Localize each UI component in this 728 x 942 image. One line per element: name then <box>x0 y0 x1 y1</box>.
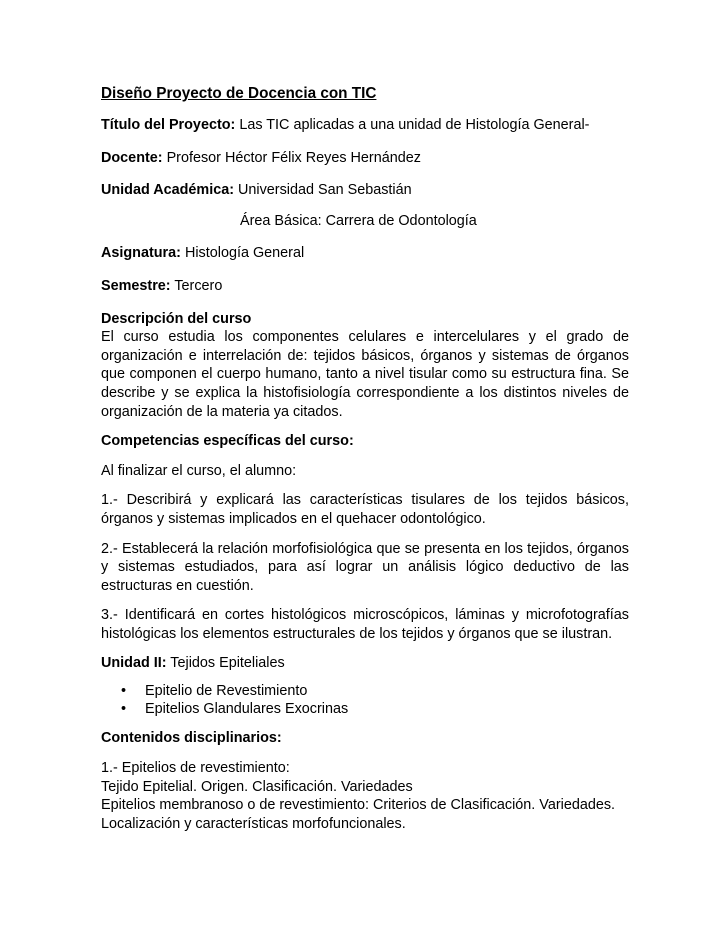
academic-unit-label: Unidad Académica: <box>101 182 235 199</box>
document-page <box>101 84 629 833</box>
teacher-field <box>101 149 629 168</box>
contents-line: Localización y características morfofuncionales. <box>101 815 406 832</box>
academic-unit-value: Universidad San Sebastián <box>234 182 412 199</box>
semester-field <box>101 277 629 296</box>
bullet-icon: • <box>121 683 127 700</box>
competency-item: 1.- Describirá y explicará las características tisulares de los tejidos básicos, órganos y sistemas implicados en el quehacer odontológico. <box>101 492 629 527</box>
unit-ii-value: Tejidos Epiteliales <box>166 655 285 672</box>
competencies-heading: Competencias específicas del curso: <box>101 433 354 450</box>
teacher-label: Docente: <box>101 149 163 166</box>
list-item <box>101 700 629 718</box>
subject-field <box>101 244 629 263</box>
list-item-text: Epitelio de Revestimiento <box>145 683 308 700</box>
document-title: Diseño Proyecto de Docencia con TIC <box>101 85 377 102</box>
unit-ii-topic-list <box>101 682 629 718</box>
bullet-icon: • <box>121 701 127 718</box>
list-item <box>101 682 629 700</box>
subject-value: Histología General <box>180 245 305 262</box>
contents-line: Epitelios membranoso o de revestimiento: Criterios de Clasificación. Variedades. <box>101 797 616 814</box>
unit-ii-label: Unidad II: <box>101 655 167 672</box>
semester-value: Tercero <box>170 277 223 294</box>
teacher-value: Profesor Héctor Félix Reyes Hernández <box>162 149 421 166</box>
list-item-text: Epitelios Glandulares Exocrinas <box>145 701 349 718</box>
academic-unit-field <box>101 181 629 200</box>
unit-ii-field <box>101 654 629 673</box>
course-description-heading: Descripción del curso <box>101 310 252 327</box>
contents-line: Tejido Epitelial. Origen. Clasificación. Variedades <box>101 778 413 795</box>
competency-item: 2.- Establecerá la relación morfofisiológica que se presenta en los tejidos, órganos y sistemas estudiados, para así lograr un análisis lógico deductivo de las estructuras en cuestión. <box>101 540 629 594</box>
competency-item: 3.- Identificará en cortes histológicos microscópicos, láminas y microfotografías histológicas los elementos estructurales de los tejidos y órganos que se ilustran. <box>101 607 629 642</box>
academic-area-line: Área Básica: Carrera de Odontología <box>240 212 477 229</box>
semester-label: Semestre: <box>101 277 171 294</box>
competencies-intro: Al finalizar el curso, el alumno: <box>101 462 297 479</box>
course-description-text: El curso estudia los componentes celulares e intercelulares y el grado de organización e interrelación de: tejidos básicos, órganos y sistemas de órganos que componen el cuerpo humano, tanto a nivel tisular como su estructura fina. Se describe y se explica la histofisiología correspondiente a los distintos niveles de organización de la materia ya citados. <box>101 329 629 420</box>
project-title-value: Las TIC aplicadas a una unidad de Histología General- <box>235 117 590 133</box>
contents-heading: Contenidos disciplinarios: <box>101 730 282 747</box>
subject-label: Asignatura: <box>101 245 181 262</box>
contents-line: 1.- Epitelios de revestimiento: <box>101 760 290 777</box>
project-title-label: Título del Proyecto: <box>101 117 236 133</box>
project-title-field <box>101 116 629 135</box>
